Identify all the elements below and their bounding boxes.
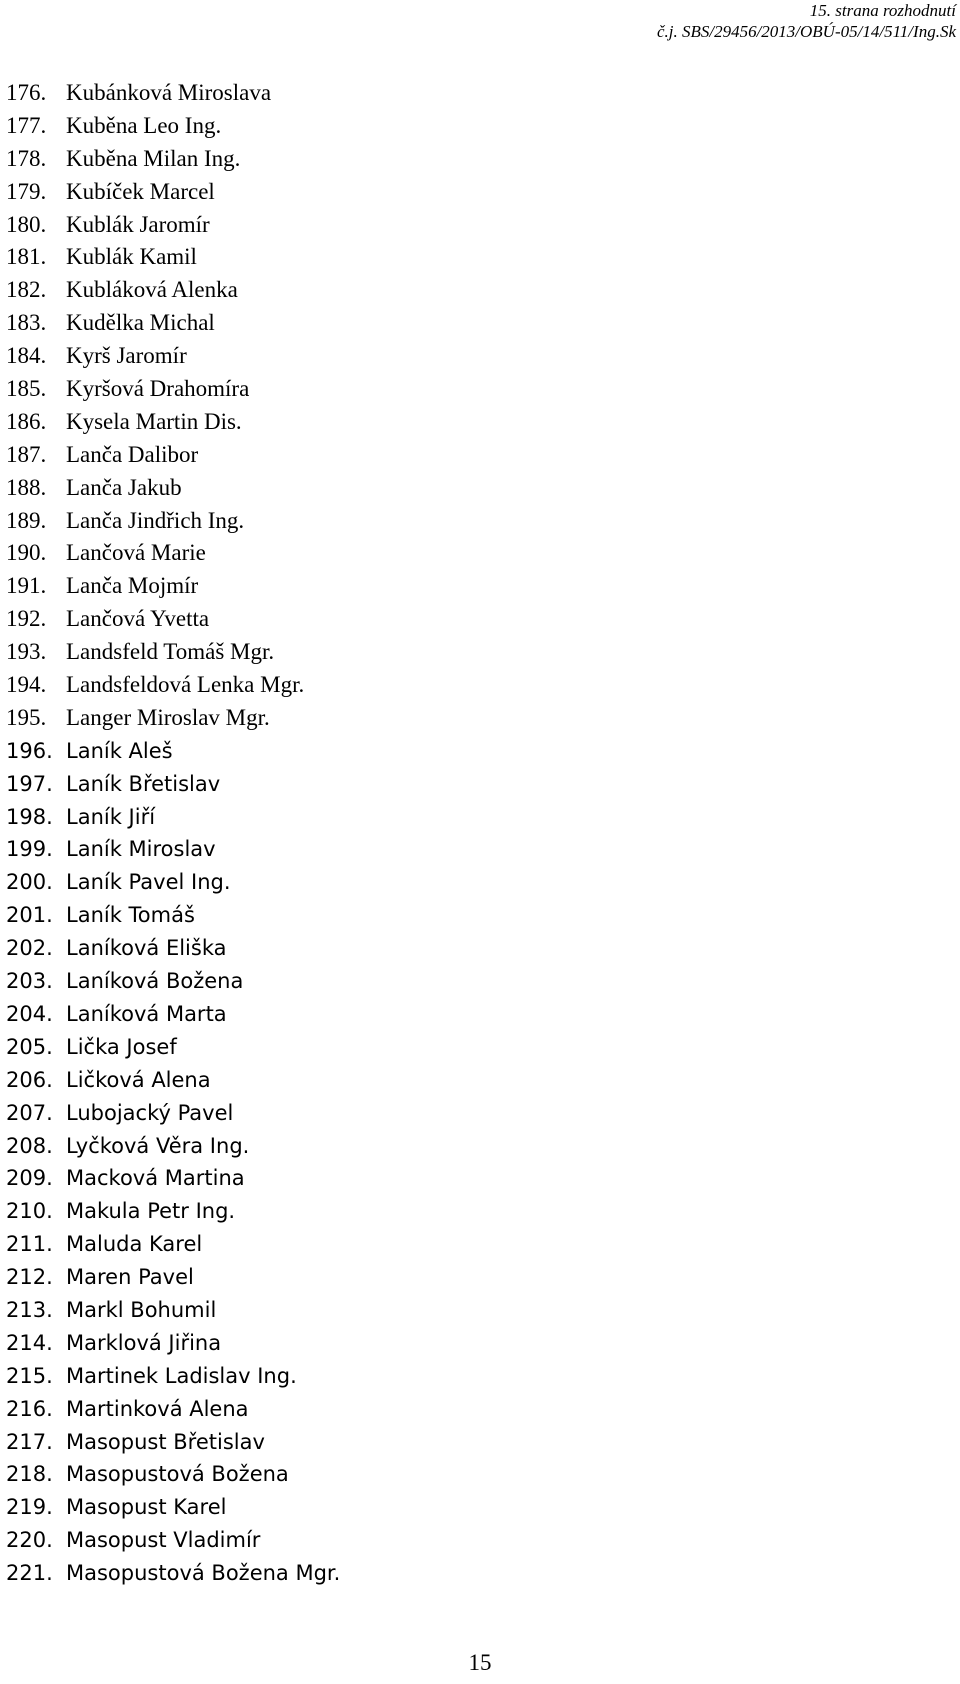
list-item xyxy=(6,735,340,768)
list-item-name: Laník Jiří xyxy=(66,804,156,829)
list-item-name: Laníková Marta xyxy=(66,1001,227,1026)
list-item-number: 214. xyxy=(6,1330,53,1355)
list-item-number: 193. xyxy=(6,639,47,665)
list-item xyxy=(6,1130,340,1163)
list-item-name: Laníková Eliška xyxy=(66,936,227,961)
list-item-number: 184. xyxy=(6,343,47,369)
list-item xyxy=(6,1064,340,1097)
list-item xyxy=(6,570,340,603)
list-item xyxy=(6,1426,340,1459)
list-item-number: 209. xyxy=(6,1166,53,1191)
list-item xyxy=(6,899,340,932)
list-item-name: Kuběna Leo Ing. xyxy=(66,112,222,138)
list-item xyxy=(6,274,340,307)
list-item xyxy=(6,209,340,242)
list-item xyxy=(6,801,340,834)
list-item xyxy=(6,998,340,1031)
list-item-number: 179. xyxy=(6,178,47,204)
list-item xyxy=(6,833,340,866)
list-item-number: 191. xyxy=(6,573,47,599)
list-item-name: Lanča Dalibor xyxy=(66,441,199,467)
list-item xyxy=(6,307,340,340)
list-item-number: 199. xyxy=(6,837,53,862)
list-item-number: 185. xyxy=(6,376,47,402)
list-item-name: Maluda Karel xyxy=(66,1232,203,1257)
list-item-number: 211. xyxy=(6,1232,53,1257)
list-item-number: 202. xyxy=(6,936,53,961)
list-item-number: 218. xyxy=(6,1462,53,1487)
list-item-name: Lančová Yvetta xyxy=(66,606,210,632)
list-item xyxy=(6,1327,340,1360)
list-item-number: 180. xyxy=(6,211,47,237)
list-item-name: Lička Josef xyxy=(66,1034,177,1059)
list-item xyxy=(6,176,340,209)
list-item-name: Landsfeldová Lenka Mgr. xyxy=(66,672,305,698)
list-item xyxy=(6,537,340,570)
list-item-name: Laník Pavel Ing. xyxy=(66,870,231,895)
list-item-name: Lyčková Věra Ing. xyxy=(66,1133,250,1158)
list-item-name: Kuběna Milan Ing. xyxy=(66,145,241,171)
list-item-number: 190. xyxy=(6,540,47,566)
list-item-number: 192. xyxy=(6,606,47,632)
list-item-name: Laník Miroslav xyxy=(66,837,216,862)
list-item xyxy=(6,965,340,998)
list-item-name: Lanča Mojmír xyxy=(66,573,199,599)
list-item xyxy=(6,1557,340,1590)
list-item xyxy=(6,669,340,702)
list-item-name: Ličková Alena xyxy=(66,1067,211,1092)
list-item xyxy=(6,702,340,735)
list-item xyxy=(6,1261,340,1294)
list-item-number: 208. xyxy=(6,1133,53,1158)
list-item-number: 215. xyxy=(6,1363,53,1388)
list-item-name: Masopust Karel xyxy=(66,1495,227,1520)
list-item-name: Lančová Marie xyxy=(66,540,206,566)
list-item xyxy=(6,1228,340,1261)
list-item xyxy=(6,1294,340,1327)
list-item xyxy=(6,866,340,899)
list-item-number: 206. xyxy=(6,1067,53,1092)
list-item-number: 182. xyxy=(6,277,47,303)
list-item-name: Laníková Božena xyxy=(66,969,244,994)
list-item xyxy=(6,1491,340,1524)
list-item-name: Masopustová Božena Mgr. xyxy=(66,1561,341,1586)
list-item-name: Landsfeld Tomáš Mgr. xyxy=(66,639,275,665)
list-item-name: Kublák Kamil xyxy=(66,244,197,270)
list-item xyxy=(6,603,340,636)
list-item-number: 196. xyxy=(6,738,53,763)
list-item xyxy=(6,1031,340,1064)
list-item-number: 219. xyxy=(6,1495,53,1520)
list-item-number: 204. xyxy=(6,1001,53,1026)
list-item-number: 203. xyxy=(6,969,53,994)
list-item-name: Maren Pavel xyxy=(66,1265,194,1290)
list-item-name: Kudělka Michal xyxy=(66,310,215,336)
list-item-name: Masopust Vladimír xyxy=(66,1528,261,1553)
list-item-number: 178. xyxy=(6,145,47,171)
list-item-number: 176. xyxy=(6,80,47,105)
list-item xyxy=(6,1524,340,1557)
list-item xyxy=(6,932,340,965)
list-item-name: Laník Aleš xyxy=(66,738,173,763)
name-list xyxy=(6,77,340,1590)
list-item xyxy=(6,636,340,669)
list-item xyxy=(6,1393,340,1426)
list-item-name: Marklová Jiřina xyxy=(66,1330,222,1355)
header-page-label: 15. strana rozhodnutí xyxy=(809,1,956,20)
list-item-name: Macková Martina xyxy=(66,1166,245,1191)
list-item xyxy=(6,1162,340,1195)
list-item-number: 188. xyxy=(6,474,47,500)
list-item xyxy=(6,1097,340,1130)
list-item-number: 210. xyxy=(6,1199,53,1224)
list-item-number: 205. xyxy=(6,1034,53,1059)
list-item-number: 217. xyxy=(6,1429,53,1454)
list-item xyxy=(6,110,340,143)
list-item-name: Kublák Jaromír xyxy=(66,211,210,237)
list-item-number: 194. xyxy=(6,672,47,698)
list-item-number: 177. xyxy=(6,112,47,138)
list-item-name: Lanča Jindřich Ing. xyxy=(66,507,245,533)
list-item-number: 200. xyxy=(6,870,53,895)
list-item-number: 198. xyxy=(6,804,53,829)
list-item-name: Martinek Ladislav Ing. xyxy=(66,1363,297,1388)
list-item xyxy=(6,472,340,505)
list-item xyxy=(6,373,340,406)
list-item xyxy=(6,505,340,538)
list-item-name: Langer Miroslav Mgr. xyxy=(66,704,270,730)
list-item xyxy=(6,406,340,439)
list-item-number: 221. xyxy=(6,1561,53,1586)
list-item-number: 195. xyxy=(6,704,47,730)
page-number: 15 xyxy=(468,1650,492,1675)
list-item-number: 220. xyxy=(6,1528,53,1553)
list-item-name: Kysela Martin Dis. xyxy=(66,408,242,434)
list-item-name: Makula Petr Ing. xyxy=(66,1199,236,1224)
header-reference-number: č.j. SBS/29456/2013/OBÚ-05/14/511/Ing.Sk xyxy=(656,22,956,41)
list-item-name: Masopustová Božena xyxy=(66,1462,289,1487)
list-item-name: Lanča Jakub xyxy=(66,474,182,500)
list-item xyxy=(6,340,340,373)
list-item xyxy=(6,143,340,176)
list-item-number: 212. xyxy=(6,1265,53,1290)
list-item xyxy=(6,241,340,274)
list-item-name: Kubánková Miroslava xyxy=(66,80,272,105)
list-item-number: 213. xyxy=(6,1297,53,1322)
list-item-name: Masopust Břetislav xyxy=(66,1429,265,1454)
list-item-name: Kubláková Alenka xyxy=(66,277,238,303)
list-item-number: 216. xyxy=(6,1396,53,1421)
list-item-number: 186. xyxy=(6,408,47,434)
list-item-number: 189. xyxy=(6,507,47,533)
list-item-name: Laník Tomáš xyxy=(66,903,195,928)
list-item-number: 183. xyxy=(6,310,47,336)
list-item xyxy=(6,439,340,472)
list-item-number: 197. xyxy=(6,771,53,796)
page-header xyxy=(657,0,956,42)
list-item-name: Lubojacký Pavel xyxy=(66,1100,234,1125)
list-item-name: Kyrš Jaromír xyxy=(66,343,187,369)
list-item xyxy=(6,768,340,801)
list-item-name: Martinková Alena xyxy=(66,1396,249,1421)
list-item-name: Kyršová Drahomíra xyxy=(66,376,250,402)
list-item-number: 201. xyxy=(6,903,53,928)
list-item-name: Laník Břetislav xyxy=(66,771,221,796)
list-item-number: 181. xyxy=(6,244,47,270)
list-item-name: Kubíček Marcel xyxy=(66,178,215,204)
list-item-name: Markl Bohumil xyxy=(66,1297,217,1322)
list-item xyxy=(6,1195,340,1228)
list-item xyxy=(6,1458,340,1491)
list-item-number: 187. xyxy=(6,441,47,467)
list-item xyxy=(6,1360,340,1393)
list-item xyxy=(6,77,340,110)
list-item-number: 207. xyxy=(6,1100,53,1125)
